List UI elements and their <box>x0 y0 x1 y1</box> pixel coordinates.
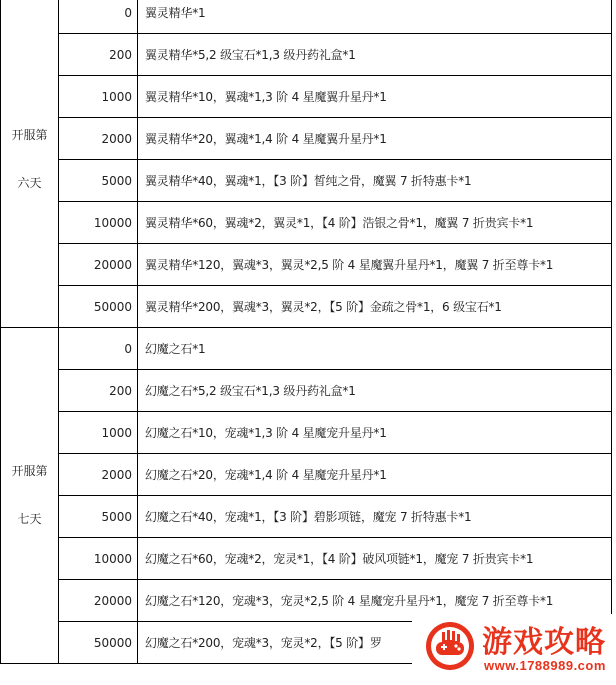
watermark-url: www.1788989.com <box>484 658 606 673</box>
amount-cell: 10000 <box>59 538 138 580</box>
table-row <box>1 202 612 244</box>
reward-cell: 翼灵精华*200，翼魂*3，翼灵*2，【5 阶】金疏之骨*1，6 级宝石*1 <box>138 286 612 328</box>
reward-cell: 翼灵精华*20，翼魂*1,4 阶 4 星魔翼升星丹*1 <box>138 118 612 160</box>
amount-cell: 50000 <box>59 622 138 664</box>
amount-cell: 10000 <box>59 202 138 244</box>
amount-cell: 5000 <box>59 496 138 538</box>
amount-cell: 2000 <box>59 118 138 160</box>
reward-cell: 翼灵精华*5,2 级宝石*1,3 级丹药礼盒*1 <box>138 34 612 76</box>
day-cell <box>1 328 59 664</box>
amount-cell: 200 <box>59 34 138 76</box>
watermark-title: 游戏攻略 <box>482 625 606 660</box>
reward-cell: 幻魔之石*120，宠魂*3，宠灵*2,5 阶 4 星魔宠升星丹*1，魔宠 7 折至尊卡*1 <box>138 580 612 622</box>
reward-cell: 幻魔之石*40，宠魂*1，【3 阶】碧影项链，魔宠 7 折特惠卡*1 <box>138 496 612 538</box>
table-row <box>1 370 612 412</box>
table-row <box>1 76 612 118</box>
table-row <box>1 454 612 496</box>
reward-cell: 翼灵精华*40，翼魂*1，【3 阶】皙纯之骨，魔翼 7 折特惠卡*1 <box>138 160 612 202</box>
hand-gamepad-logo-icon <box>424 620 476 672</box>
reward-cell: 幻魔之石*10，宠魂*1,3 阶 4 星魔宠升星丹*1 <box>138 412 612 454</box>
reward-cell: 幻魔之石*200，宠魂*3，宠灵*2，【5 阶】罗 <box>138 622 612 664</box>
amount-cell: 1000 <box>59 76 138 118</box>
amount-cell: 20000 <box>59 244 138 286</box>
reward-cell: 幻魔之石*5,2 级宝石*1,3 级丹药礼盒*1 <box>138 370 612 412</box>
table-row <box>1 0 612 34</box>
watermark <box>412 614 616 685</box>
reward-cell: 翼灵精华*10，翼魂*1,3 阶 4 星魔翼升星丹*1 <box>138 76 612 118</box>
amount-cell: 2000 <box>59 454 138 496</box>
amount-cell: 50000 <box>59 286 138 328</box>
table-row <box>1 538 612 580</box>
amount-cell: 5000 <box>59 160 138 202</box>
table-row <box>1 118 612 160</box>
reward-cell: 翼灵精华*120，翼魂*3，翼灵*2,5 阶 4 星魔翼升星丹*1，魔翼 7 折至尊卡*1 <box>138 244 612 286</box>
reward-cell: 幻魔之石*20，宠魂*1,4 阶 4 星魔宠升星丹*1 <box>138 454 612 496</box>
reward-cell: 翼灵精华*60，翼魂*2，翼灵*1，【4 阶】浩银之骨*1，魔翼 7 折贵宾卡*1 <box>138 202 612 244</box>
table-row <box>1 160 612 202</box>
amount-cell: 0 <box>59 0 138 34</box>
day-label: 开服第六天 <box>11 128 48 190</box>
table-row <box>1 412 612 454</box>
day-cell <box>1 0 59 328</box>
amount-cell: 0 <box>59 328 138 370</box>
reward-cell: 翼灵精华*1 <box>138 0 612 34</box>
reward-cell: 幻魔之石*60，宠魂*2，宠灵*1，【4 阶】破风项链*1，魔宠 7 折贵宾卡*1 <box>138 538 612 580</box>
table-row <box>1 286 612 328</box>
day-label: 开服第七天 <box>11 464 48 526</box>
table-row <box>1 34 612 76</box>
rewards-table-body <box>1 0 612 664</box>
reward-cell: 幻魔之石*1 <box>138 328 612 370</box>
table-row <box>1 244 612 286</box>
amount-cell: 20000 <box>59 580 138 622</box>
table-row <box>1 496 612 538</box>
amount-cell: 200 <box>59 370 138 412</box>
table-row <box>1 328 612 370</box>
amount-cell: 1000 <box>59 412 138 454</box>
